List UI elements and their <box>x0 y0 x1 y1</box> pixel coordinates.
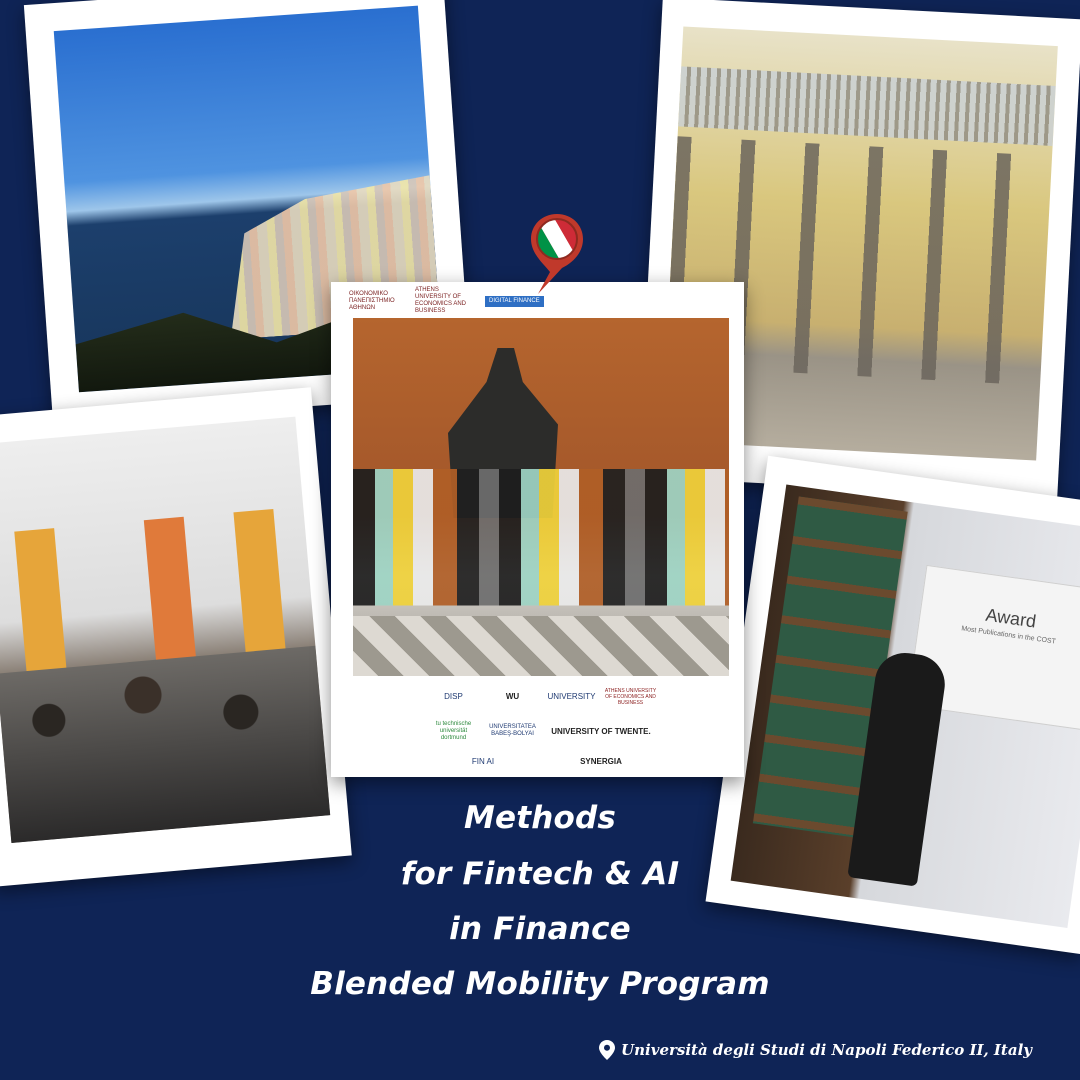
wall-panel <box>233 509 286 662</box>
disp-logo: DISP <box>444 692 463 702</box>
students-audience <box>0 646 330 843</box>
title-line-4: Blended Mobility Program <box>310 966 770 1002</box>
group-photo <box>353 318 729 676</box>
location-pin-icon <box>599 1040 615 1060</box>
top-logos <box>349 288 544 314</box>
twente-logo: UNIVERSITY OF TWENTE. <box>551 726 651 736</box>
slide-title: Award <box>984 604 1038 632</box>
title-line-2: for Fintech & AI <box>400 856 680 892</box>
university-seal-logo: UNIVERSITY <box>547 692 596 702</box>
partner-logos <box>427 682 657 772</box>
title-line-1: Methods <box>463 800 617 836</box>
slide-subtitle: Most Publications in the COST <box>960 625 1057 646</box>
checkered-floor <box>353 616 729 676</box>
tu-dortmund-logo: tu technische universität dortmund <box>435 720 472 741</box>
lecture-hall-photo <box>0 417 330 843</box>
title-line-3: in Finance <box>449 911 631 947</box>
babes-bolyai-logo: UNIVERSITATEA BABEŞ-BOLYAI <box>489 724 536 738</box>
wall-panel <box>144 517 197 670</box>
aueb-english-logo: ATHENS UNIVERSITY OF ECONOMICS AND BUSINESS <box>415 287 467 314</box>
aueb-greek-logo: ΟΙΚΟΝΟΜΙΚΟ ΠΑΝΕΠΙΣΤΗΜΙΟ ΑΘΗΝΩΝ <box>349 290 395 311</box>
wall-panel <box>14 528 67 681</box>
digital-finance-logo: DIGITAL FINANCE <box>485 296 544 307</box>
synergia-logo: SYNERGIA <box>580 757 622 767</box>
courtyard-balcony <box>678 66 1056 146</box>
italy-flag-pin-icon <box>528 212 586 296</box>
wu-logo: WU <box>505 692 520 702</box>
aueb-logo: ATHENS UNIVERSITY OF ECONOMICS AND BUSINESS <box>604 687 657 706</box>
location <box>599 1040 1032 1060</box>
fin-ai-logo: FIN AI <box>471 757 495 767</box>
photo-frame-group <box>331 282 744 777</box>
location-text: Università degli Studi di Napoli Federico II, Italy <box>621 1041 1032 1059</box>
